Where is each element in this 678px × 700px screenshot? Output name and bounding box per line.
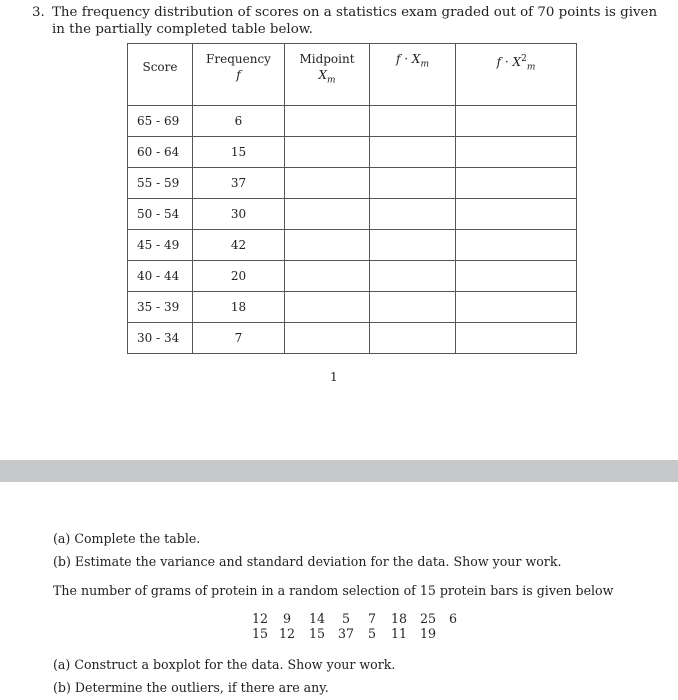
score-cell: 55 - 59 (128, 168, 193, 199)
frequency-cell: 42 (193, 230, 285, 261)
fx2-cell (456, 106, 577, 137)
data-value: 12 (251, 611, 269, 626)
midpoint-cell (285, 168, 370, 199)
table-row (128, 292, 577, 323)
frequency-cell: 6 (193, 106, 285, 137)
data-value: 37 (337, 626, 355, 641)
score-cell: 40 - 44 (128, 261, 193, 292)
frequency-cell: 15 (193, 137, 285, 168)
table-row (128, 168, 577, 199)
table-row (128, 137, 577, 168)
fx2-cell (456, 137, 577, 168)
frequency-table (127, 43, 577, 354)
frequency-cell: 20 (193, 261, 285, 292)
data-value: 5 (341, 611, 350, 626)
table-row (128, 106, 577, 137)
fx-cell (370, 199, 456, 230)
data-value: 15 (308, 626, 326, 641)
fx-cell (370, 292, 456, 323)
midpoint-cell (285, 292, 370, 323)
data-value: 6 (448, 611, 457, 626)
midpoint-cell (285, 323, 370, 354)
fx2-cell (456, 199, 577, 230)
table-row (128, 230, 577, 261)
midpoint-cell (285, 137, 370, 168)
frequency-cell: 37 (193, 168, 285, 199)
problem-number: 3. (32, 5, 45, 20)
fx-cell (370, 323, 456, 354)
data-value: 19 (419, 626, 437, 641)
part-a: (a) Complete the table. (53, 531, 201, 546)
data-value: 25 (419, 611, 437, 626)
data-value: 18 (390, 611, 408, 626)
header-f-times-xm-squared: $f \cdot X^2_m$ (456, 44, 577, 106)
data-value: 7 (367, 611, 376, 626)
header-f-times-xm: $f \cdot X_m$ (370, 44, 456, 106)
score-cell: 60 - 64 (128, 137, 193, 168)
data-value: 12 (278, 626, 296, 641)
frequency-cell: 7 (193, 323, 285, 354)
table-row (128, 199, 577, 230)
data-value: 14 (308, 611, 326, 626)
fx-cell (370, 230, 456, 261)
part-b-outliers: (b) Determine the outliers, if there are any. (53, 680, 329, 695)
part-a-boxplot: (a) Construct a boxplot for the data. Show your work. (53, 657, 396, 672)
score-cell: 65 - 69 (128, 106, 193, 137)
midpoint-cell (285, 261, 370, 292)
frequency-cell: 18 (193, 292, 285, 323)
data-value: 9 (282, 611, 291, 626)
data-value: 15 (251, 626, 269, 641)
score-cell: 30 - 34 (128, 323, 193, 354)
page-number: 1 (330, 370, 338, 384)
table-header-row (128, 44, 577, 106)
midpoint-cell (285, 106, 370, 137)
table-row (128, 261, 577, 292)
fx-cell (370, 106, 456, 137)
fx2-cell (456, 168, 577, 199)
fx2-cell (456, 230, 577, 261)
frequency-cell: 30 (193, 199, 285, 230)
data-value: 5 (367, 626, 376, 641)
fx2-cell (456, 292, 577, 323)
score-cell: 35 - 39 (128, 292, 193, 323)
midpoint-cell (285, 230, 370, 261)
part-b: (b) Estimate the variance and standard deviation for the data. Show your work. (53, 554, 562, 569)
fx-cell (370, 168, 456, 199)
fx-cell (370, 137, 456, 168)
table-row (128, 323, 577, 354)
data-row-2 (248, 626, 442, 641)
header-midpoint: Midpoint $X_m$ (285, 44, 370, 106)
problem-text: The frequency distribution of scores on a statistics exam graded out of 70 points is given in the partially completed table below. (52, 5, 658, 37)
page-divider (0, 460, 678, 482)
header-frequency: Frequency f (193, 44, 285, 106)
score-cell: 50 - 54 (128, 199, 193, 230)
data-value: 11 (390, 626, 408, 641)
header-score: Score (128, 44, 193, 106)
data-row-1 (248, 611, 464, 626)
score-cell: 45 - 49 (128, 230, 193, 261)
problem-4-text: The number of grams of protein in a random selection of 15 protein bars is given below (53, 583, 614, 598)
midpoint-cell (285, 199, 370, 230)
fx2-cell (456, 261, 577, 292)
fx-cell (370, 261, 456, 292)
fx2-cell (456, 323, 577, 354)
problem-3 (32, 4, 662, 38)
